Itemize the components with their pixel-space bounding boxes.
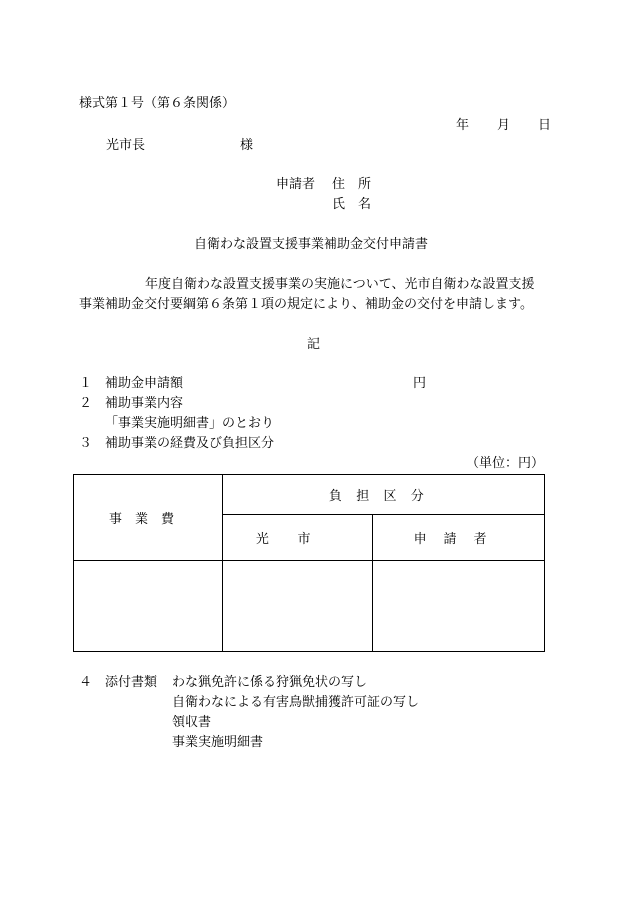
city-value-cell <box>223 561 373 652</box>
body-line-1: 年度自衛わな設置支援事業の実施について、光市自衛わな設置支援 <box>145 277 535 292</box>
applicant-address-label: 住 所 <box>332 177 372 192</box>
applicant-value-cell <box>373 561 545 652</box>
item3-number: ３ <box>79 436 93 451</box>
form-number: 様式第１号（第６条関係） <box>79 96 236 111</box>
applicant-name-label: 氏 名 <box>332 197 372 212</box>
city-header-cell <box>223 515 373 561</box>
item4-number: ４ <box>79 675 93 690</box>
document-title: 自衛わな設置支援事業補助金交付申請書 <box>194 237 429 252</box>
burden-header-cell <box>223 475 545 515</box>
item2-label: 補助事業内容 <box>105 396 184 411</box>
attachment-doc-1: わな猟免許に係る狩猟免状の写し <box>172 675 368 690</box>
item1-label: 補助金申請額 <box>105 376 184 391</box>
attachment-doc-4: 事業実施明細書 <box>172 735 264 750</box>
applicant-header-cell <box>373 515 545 561</box>
applicant-label: 申請者 <box>276 177 316 192</box>
unit-note: （単位：円） <box>466 456 545 471</box>
burden-header: 負担区分 <box>328 489 439 504</box>
date-month: 月 <box>497 118 511 133</box>
item1-number: １ <box>79 376 93 391</box>
date-year: 年 <box>456 118 470 133</box>
ki-marker: 記 <box>307 337 321 352</box>
item3-label: 補助事業の経費及び負担区分 <box>105 436 275 451</box>
addressee-honorific: 様 <box>240 138 254 153</box>
cost-value-cell <box>74 561 223 652</box>
city-header: 光市 <box>255 532 340 547</box>
cost-header: 事業費 <box>108 512 187 527</box>
item1-unit: 円 <box>413 376 427 391</box>
attachment-doc-2: 自衛わなによる有害鳥獣捕獲許可証の写し <box>172 695 420 710</box>
burden-table <box>73 474 545 652</box>
cost-header-cell <box>74 475 223 561</box>
item4-label: 添付書類 <box>105 675 158 690</box>
date-day: 日 <box>538 118 552 133</box>
item2-sub: 「事業実施明細書」のとおり <box>105 416 275 431</box>
applicant-header: 申請者 <box>413 532 504 547</box>
attachment-doc-3: 領収書 <box>172 715 212 730</box>
body-line-2: 事業補助金交付要綱第６条第１項の規定により、補助金の交付を申請します。 <box>79 297 533 312</box>
addressee-name: 光市長 <box>106 138 146 153</box>
item2-number: ２ <box>79 396 93 411</box>
